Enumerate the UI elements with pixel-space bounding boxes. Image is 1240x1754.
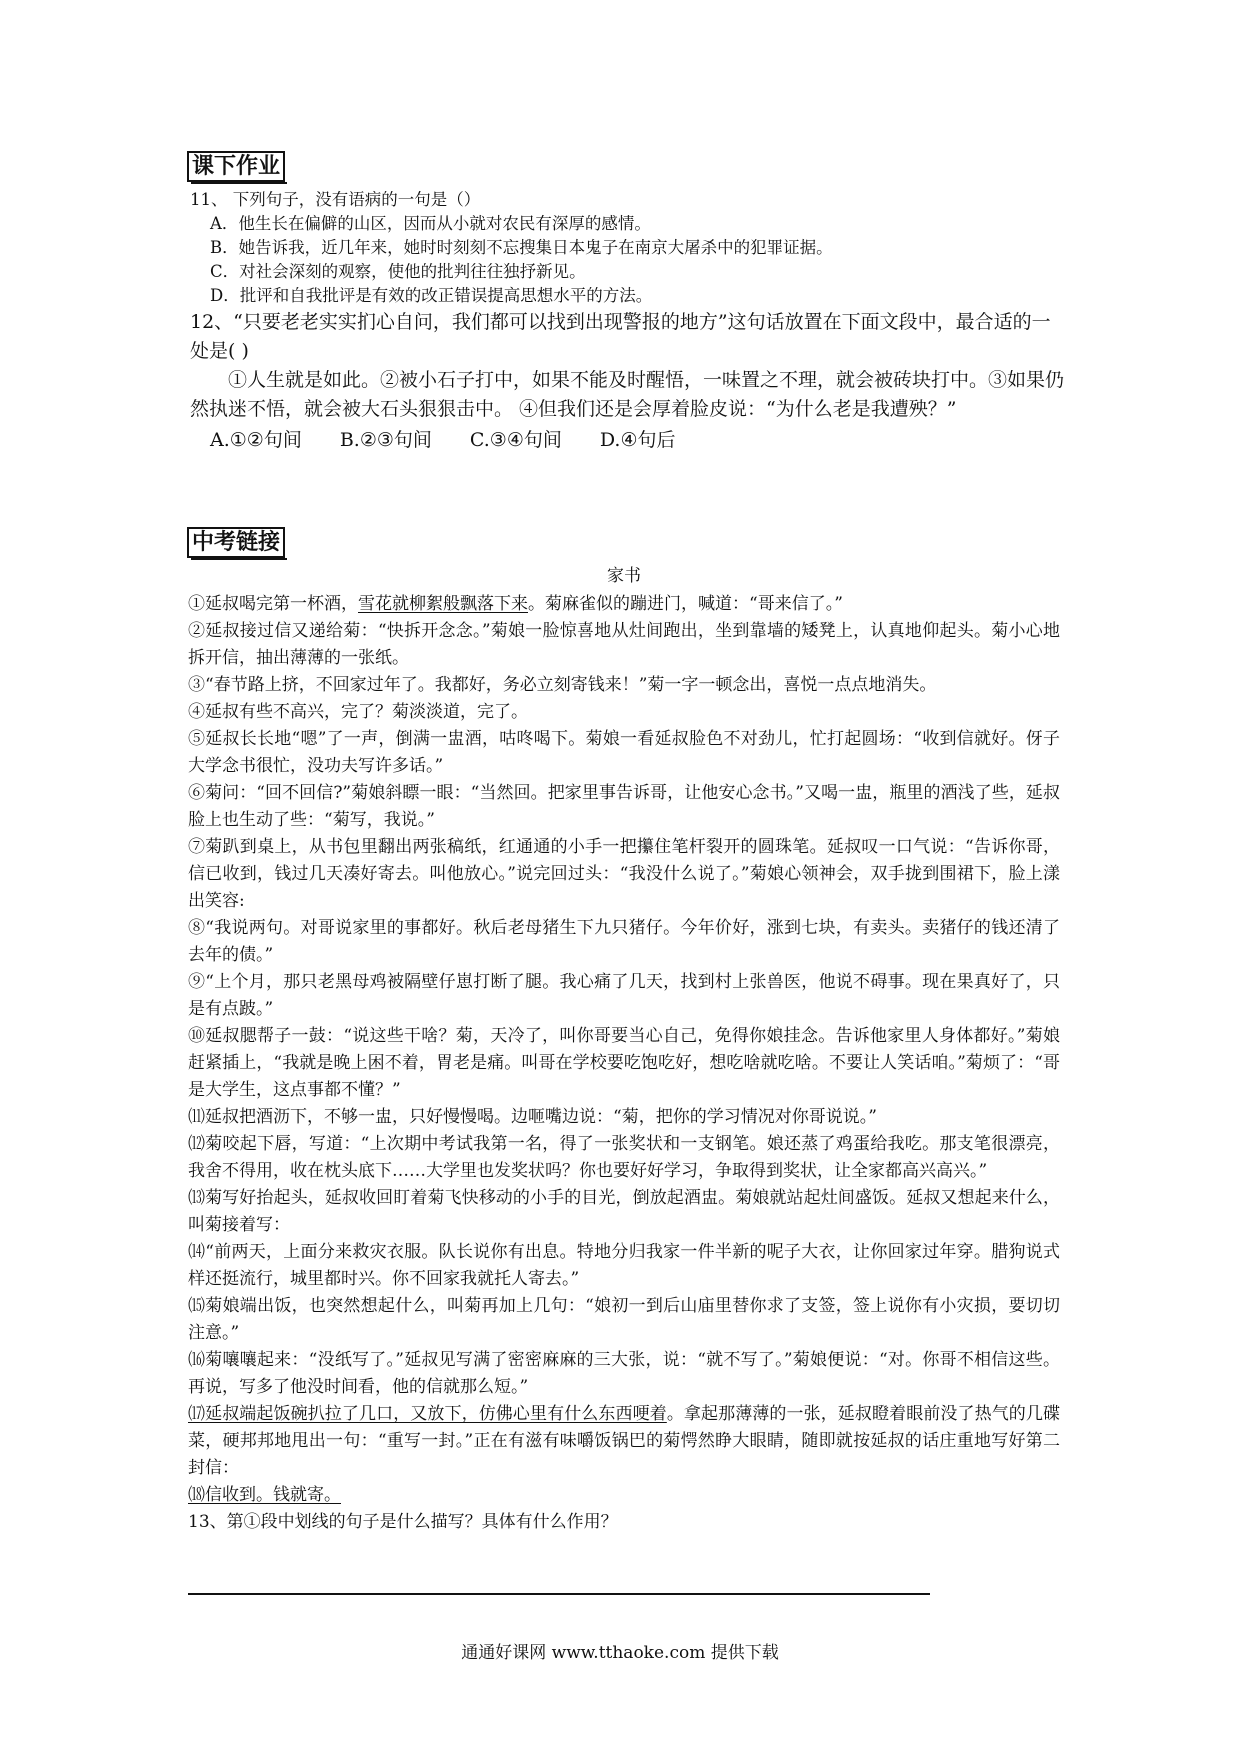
homework-section xyxy=(190,188,1065,455)
underlined-sentence-17: ⒄延叔端起饭碗扒拉了几口，又放下，仿佛心里有什么东西哽着 xyxy=(188,1404,667,1424)
story-paragraph-18: ⒅信收到。钱就寄。 xyxy=(188,1485,341,1505)
section-title-exam-link: 中考链接 xyxy=(187,527,285,558)
q12-choice-c: C.③④句间 xyxy=(469,429,562,451)
q11-option-c: C．对社会深刻的观察，使他的批判往往独抒新见。 xyxy=(210,262,586,281)
story-paragraph: ⒀菊写好抬起头，延叔收回盯着菊飞快移动的小手的目光，倒放起酒盅。菊娘就站起灶间盛饭。延叔又想起来什么，叫菊接着写： xyxy=(188,1188,1060,1235)
story-paragraph: ⒃菊嚷嚷起来：“没纸写了。”延叔见写满了密密麻麻的三大张，说：“就不写了。”菊娘便说：“对。你哥不相信这些。再说，写多了他没时间看，他的信就那么短。” xyxy=(188,1350,1060,1397)
story-paragraph-1: ①延叔喝完第一杯酒，雪花就柳絮般飘落下来。菊麻雀似的蹦进门，喊道：“哥来信了。” xyxy=(188,594,843,614)
q12-choices xyxy=(210,426,1065,455)
story-paragraph: ④延叔有些不高兴，完了？菊淡淡道，完了。 xyxy=(188,702,528,722)
story-paragraph-17: ⒄延叔端起饭碗扒拉了几口，又放下，仿佛心里有什么东西哽着。拿起那薄薄的一张，延叔瞪着眼前没了热气的几碟菜，硬邦邦地甩出一句：“重写一封。”正在有滋有味嚼饭锅巴的菊愕然睁大眼睛，随即就按延叔的话庄重地写好第二封信： xyxy=(188,1404,1061,1478)
answer-line xyxy=(188,1593,930,1595)
story-paragraph: ⒂菊娘端出饭，也突然想起什么，叫菊再加上几句：“娘初一到后山庙里替你求了支签，签上说你有小灾损，要切切注意。” xyxy=(188,1296,1060,1343)
q11-option-b: B．她告诉我，近几年来，她时时刻刻不忘搜集日本鬼子在南京大屠杀中的犯罪证据。 xyxy=(210,238,833,257)
story-paragraph: ⑿菊咬起下唇，写道：“上次期中考试我第一名，得了一张奖状和一支钢笔。娘还蒸了鸡蛋给我吃。那支笔很漂亮，我舍不得用，收在枕头底下……大学里也发奖状吗？你也要好好学习，争取得到奖状，让全家都高兴高兴。” xyxy=(188,1134,1060,1181)
story-paragraph: ⑨“上个月，那只老黑母鸡被隔壁仔崽打断了腿。我心痛了几天，找到村上张兽医，他说不碍事。现在果真好了，只是有点跛。” xyxy=(188,972,1060,1019)
q11-option-a: A．他生长在偏僻的山区，因而从小就对农民有深厚的感情。 xyxy=(210,214,651,233)
q12-choice-a: A.①②句间 xyxy=(210,429,302,451)
story-paragraph: ③“春节路上挤，不回家过年了。我都好，务必立刻寄钱来！”菊一字一顿念出，喜悦一点点地消失。 xyxy=(188,675,937,695)
story-title: 家书 xyxy=(607,566,641,586)
story-paragraph: ⑩延叔腮帮子一鼓：“说这些干啥？菊，天冷了，叫你哥要当心自己，免得你娘挂念。告诉他家里人身体都好。”菊娘赶紧插上，“我就是晚上困不着，胃老是痛。叫哥在学校要吃饱吃好，想吃啥就吃啥。不要让人笑话咱。”菊烦了：“哥是大学生，这点事都不懂？” xyxy=(188,1026,1060,1100)
underlined-sentence-1: 雪花就柳絮般飘落下来 xyxy=(358,594,528,614)
story-paragraph: ⑤延叔长长地“嗯”了一声，倒满一盅酒，咕咚喝下。菊娘一看延叔脸色不对劲儿，忙打起圆场：“收到信就好。伢子大学念书很忙，没功夫写许多话。” xyxy=(188,729,1060,776)
question-13: 13、第①段中划线的句子是什么描写？具体有什么作用？ xyxy=(188,1512,618,1532)
story-paragraphs xyxy=(188,618,1060,1401)
question-12: 12、“只要老老实实扪心自问，我们都可以找到出现警报的地方”这句话放置在下面文段中，最合适的一处是( ) xyxy=(190,311,1051,362)
section-title-homework: 课下作业 xyxy=(187,151,285,182)
story-paragraph: ⑥菊问：“回不回信?”菊娘斜瞟一眼：“当然回。把家里事告诉哥，让他安心念书。”又喝一盅，瓶里的酒浅了些，延叔脸上也生动了些：“菊写，我说。” xyxy=(188,783,1060,830)
story-paragraph: ⒁“前两天，上面分来救灾衣服。队长说你有出息。特地分归我家一件半新的呢子大衣，让你回家过年穿。腊狗说式样还挺流行，城里都时兴。你不回家我就托人寄去。” xyxy=(188,1242,1060,1289)
q12-passage: ①人生就是如此。②被小石子打中，如果不能及时醒悟，一味置之不理，就会被砖块打中。③如果仍然执迷不悟，就会被大石头狠狠击中。 ④但我们还是会厚着脸皮说：“为什么老是我遭殃？” xyxy=(190,369,1065,420)
question-11: 11、 下列句子，没有语病的一句是（） xyxy=(190,190,481,209)
footer-text: 通通好课网 www.tthaoke.com 提供下载 xyxy=(461,1643,779,1663)
story-paragraph: ②延叔接过信又递给菊：“快拆开念念。”菊娘一脸惊喜地从灶间跑出，坐到靠墙的矮凳上，认真地仰起头。菊小心地拆开信，抽出薄薄的一张纸。 xyxy=(188,621,1060,668)
story-paragraph: ⑦菊趴到桌上，从书包里翻出两张稿纸，红通通的小手一把攥住笔杆裂开的圆珠笔。延叔叹一口气说：“告诉你哥，信已收到，钱过几天凑好寄去。叫他放心。”说完回过头：“我没什么说了。”菊娘心领神会，双手拢到围裙下，脸上漾出笑容: xyxy=(188,837,1060,911)
story-paragraph: ⑧“我说两句。对哥说家里的事都好。秋后老母猪生下九只猪仔。今年价好，涨到七块，有卖头。卖猪仔的钱还清了去年的债。” xyxy=(188,918,1060,965)
q11-option-d: D．批评和自我批评是有效的改正错误提高思想水平的方法。 xyxy=(210,286,653,305)
story-section xyxy=(188,563,1060,1536)
q12-choice-d: D.④句后 xyxy=(599,429,676,451)
story-paragraph: ⑾延叔把酒沥下，不够一盅，只好慢慢喝。边咂嘴边说：“菊，把你的学习情况对你哥说说。” xyxy=(188,1107,877,1127)
q12-choice-b: B.②③句间 xyxy=(339,429,432,451)
